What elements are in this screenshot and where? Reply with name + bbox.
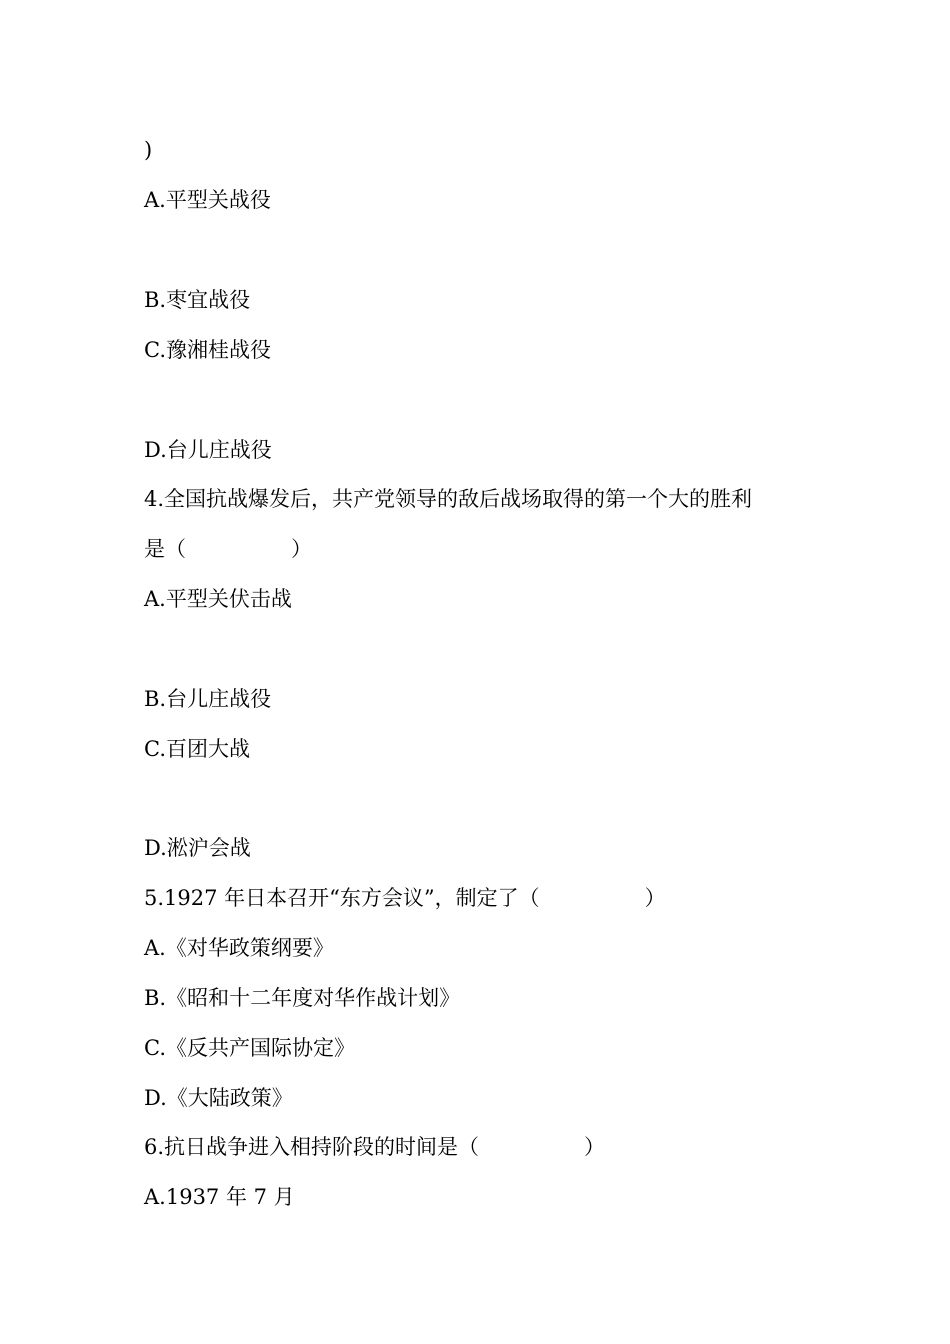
q3-option-c: C.豫湘桂战役 xyxy=(144,338,271,362)
q5-option-a: A.《对华政策纲要》 xyxy=(144,936,334,960)
q5-option-d: D.《大陆政策》 xyxy=(144,1086,293,1110)
question-4-stem: 4.全国抗战爆发后，共产党领导的敌后战场取得的第一个大的胜利 xyxy=(144,487,753,511)
question-5-stem: 5.1927 年日本召开“东方会议”，制定了（ ） xyxy=(144,886,666,910)
question-6-stem: 6.抗日战争进入相持阶段的时间是（ ） xyxy=(144,1135,606,1159)
q3-option-a: A.平型关战役 xyxy=(144,188,271,212)
q4-option-d: D.淞沪会战 xyxy=(144,836,251,860)
q4-option-c: C.百团大战 xyxy=(144,737,250,761)
question-4-stem-cont: 是（ ） xyxy=(144,537,312,561)
q3-option-b: B.枣宜战役 xyxy=(144,288,251,312)
q4-option-b: B.台儿庄战役 xyxy=(144,687,272,711)
question-3-closing-paren: ) xyxy=(144,138,153,162)
q4-option-a: A.平型关伏击战 xyxy=(144,587,292,611)
q3-option-d: D.台儿庄战役 xyxy=(144,438,272,462)
q6-option-a: A.1937 年 7 月 xyxy=(144,1185,295,1209)
q5-option-b: B.《昭和十二年度对华作战计划》 xyxy=(144,986,461,1010)
q5-option-c: C.《反共产国际协定》 xyxy=(144,1036,355,1060)
